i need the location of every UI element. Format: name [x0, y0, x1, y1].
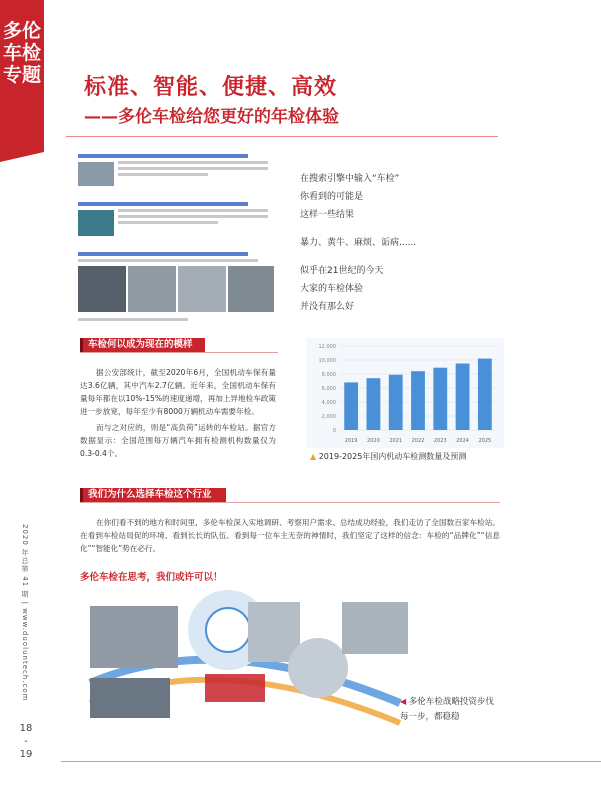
y-tick-label: 2,000: [321, 414, 336, 420]
intro-line: 在搜索引擎中输入“车检”: [300, 174, 400, 184]
bar-2021: [389, 375, 403, 430]
section2-heading: 我们为什么选择车检这个行业: [80, 488, 226, 502]
intro-line: 并没有那么好: [300, 302, 355, 312]
page-number-bottom: 19: [19, 749, 33, 760]
search-intro-text: [300, 170, 416, 316]
logo-badge: [206, 608, 250, 652]
y-tick-label: 10,000: [318, 358, 336, 364]
triangle-bullet-icon: ◀: [400, 697, 407, 706]
intro-line: 暴力、黄牛、麻烦、诟病......: [300, 238, 417, 248]
bar-2023: [433, 368, 447, 430]
x-tick-label: 2024: [456, 438, 469, 444]
side-tab-text: 多伦车检专题: [2, 20, 41, 86]
intro-line: 这样一些结果: [300, 210, 355, 220]
photo-group: [342, 602, 408, 654]
photo-station: [288, 638, 348, 698]
thumbnail-image: [78, 266, 126, 312]
section1-heading: 车检何以成为现在的模样: [80, 338, 205, 352]
bar-chart: [306, 338, 504, 448]
x-tick-label: 2023: [433, 438, 447, 444]
page-number: [16, 722, 36, 761]
thumbnail-image: [78, 162, 114, 186]
strategy-line: 每一步，都稳稳: [400, 712, 460, 722]
strategy-caption: [400, 694, 494, 725]
paragraph: 据公安部统计，截至2020年6月，全国机动车保有量达3.6亿辆，其中汽车2.7亿辆。近年来，全国机动车保有量每年都在以10%-15%的速度递增，再加上异地检车政策进一步放宽，每年至少有8000万辆机动车需要年检。: [80, 368, 276, 416]
photo-signing: [205, 674, 265, 702]
photo-visit: [90, 678, 170, 718]
y-tick-label: 4,000: [321, 400, 336, 406]
side-tab: [0, 0, 44, 152]
x-tick-label: 2025: [478, 438, 492, 444]
y-tick-label: 8,000: [321, 372, 336, 378]
search-result: [78, 252, 274, 262]
page-number-top: 18: [19, 723, 33, 734]
side-tab-notch: [0, 152, 44, 162]
search-results-image: [78, 152, 274, 320]
section2-body: [80, 516, 500, 555]
x-tick-label: 2021: [389, 438, 403, 444]
bar-2019: [344, 382, 358, 430]
strategy-line: 多伦车检战略投资步伐: [408, 697, 494, 707]
thumbnail-image: [228, 266, 274, 312]
bar-2020: [367, 378, 381, 430]
photo-collage: [80, 588, 410, 728]
bar-2025: [478, 359, 492, 430]
y-tick-label: 0: [332, 428, 336, 434]
think-heading: 多伦车检在思考，我们或许可以！: [80, 572, 223, 583]
section2-underline: [80, 502, 500, 503]
x-tick-label: 2019: [344, 438, 358, 444]
paragraph: 而与之对应的，则是“高负荷”运转的车检站。据官方数据显示：全国范围每万辆汽车拥有检测机构数量仅为0.3-0.4个。: [80, 423, 276, 458]
page-number-separator: -: [24, 736, 28, 747]
footer-rule: [61, 761, 601, 762]
triangle-bullet-icon: ▲: [310, 452, 317, 461]
thumbnail-image: [128, 266, 176, 312]
bar-2022: [411, 371, 425, 430]
section1-underline: [80, 352, 278, 353]
x-tick-label: 2022: [411, 438, 425, 444]
y-tick-label: 12,000: [318, 344, 336, 350]
page-subtitle: ——多伦车检给您更好的年检体验: [84, 107, 339, 127]
chart-title: 2019-2025年国内机动车检测数量及预测: [318, 452, 467, 461]
paragraph: 在你们看不到的地方和时间里，多伦车检深入实地调研、考察用户需求、总结成功经验，我们走访了全国数百家车检站。在看到车检站局促的环境、看到长长的队伍、看到每一位车主无奈的神情时，我们坚定了这样的信念：车检的“品牌化”“信息化”“智能化”势在必行。: [80, 518, 500, 553]
intro-line: 似乎在21世纪的今天: [300, 266, 384, 276]
intro-line: 你看到的可能是: [300, 192, 364, 202]
y-tick-label: 6,000: [321, 386, 336, 392]
x-tick-label: 2020: [367, 438, 380, 444]
intro-line: 大家的车检体验: [300, 284, 364, 294]
photo-meeting: [90, 606, 178, 668]
page-title: 标准、智能、便捷、高效: [84, 75, 338, 100]
section1-body: [80, 366, 276, 460]
title-divider: [66, 136, 498, 137]
chart-caption: [310, 451, 466, 462]
issue-info-vertical: 2020 年总第 41 期 | www.duoluntech.com: [21, 524, 29, 702]
thumbnail-image: [78, 210, 114, 236]
bar-2024: [456, 364, 470, 431]
thumbnail-image: [178, 266, 226, 312]
